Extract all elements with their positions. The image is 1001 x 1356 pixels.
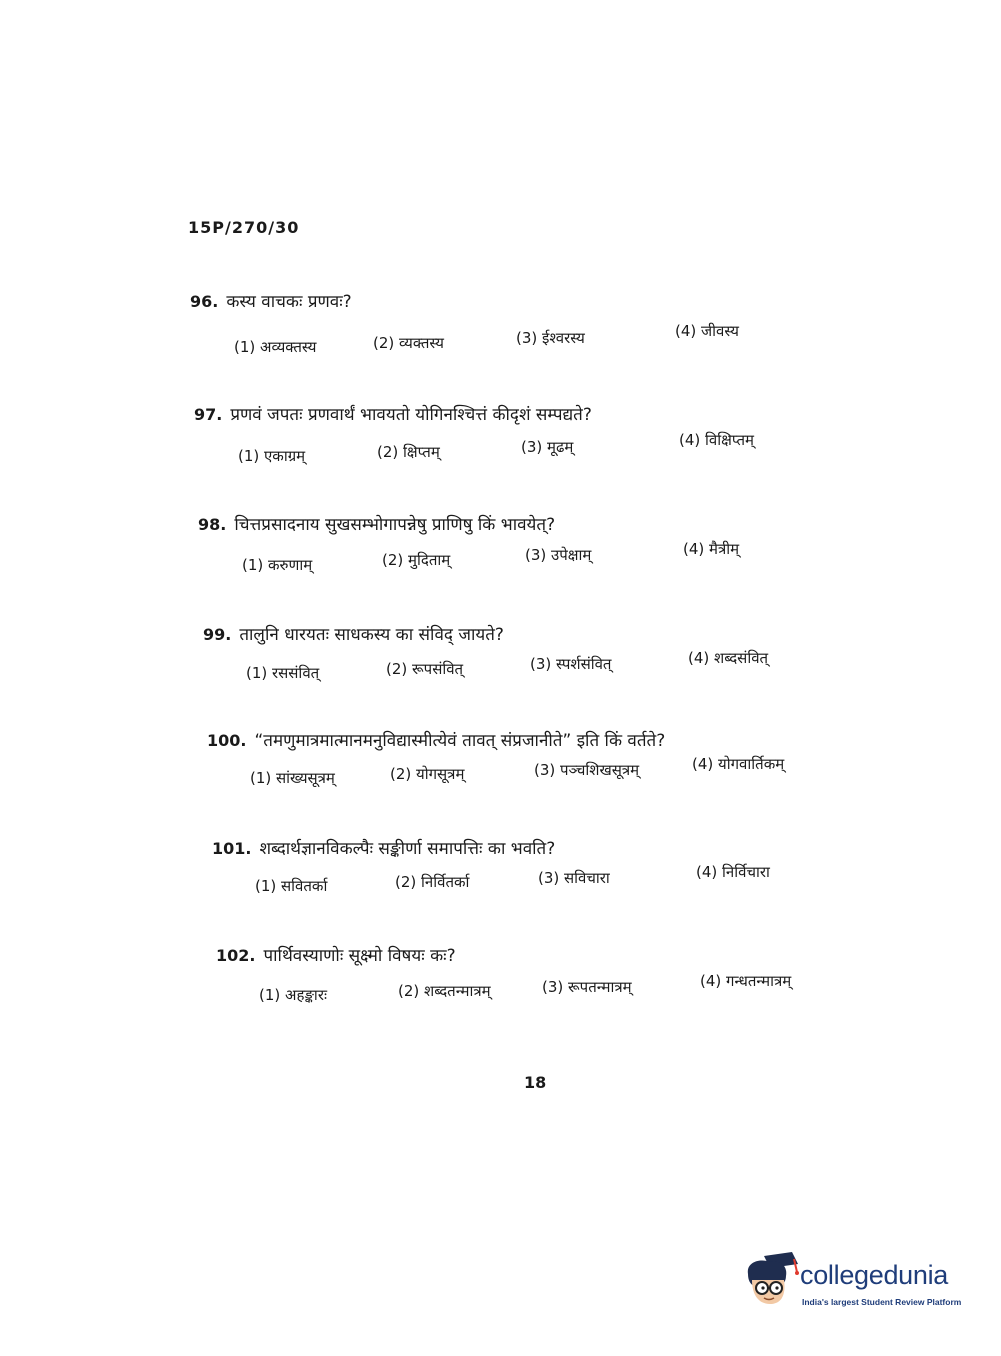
paper-code: 15P/270/30 — [188, 218, 300, 237]
question-text: कस्य वाचकः प्रणवः? — [226, 292, 352, 312]
option-2: (2) योगसूत्रम् — [390, 765, 465, 783]
page-number: 18 — [524, 1073, 547, 1092]
option-2: (2) व्यक्तस्य — [373, 334, 444, 352]
question-number: 102. — [216, 946, 256, 965]
question-number: 101. — [212, 839, 252, 858]
option-3: (3) ईश्वरस्य — [516, 329, 585, 347]
question-number: 98. — [198, 515, 227, 534]
brand-tagline: India's largest Student Review Platform — [802, 1297, 962, 1307]
question-text: शब्दार्थज्ञानविकल्पैः सङ्कीर्णा समापत्तिः का भवति? — [259, 839, 556, 859]
option-1: (1) एकाग्रम् — [238, 447, 306, 465]
question-text: पार्थिवस्याणोः सूक्ष्मो विषयः कः? — [263, 946, 456, 966]
option-3: (3) स्पर्शसंवित् — [530, 655, 612, 673]
option-4: (4) विक्षिप्तम् — [679, 431, 755, 449]
option-4: (4) निर्विचारा — [696, 863, 770, 881]
question-number: 96. — [190, 292, 219, 311]
option-2: (2) रूपसंवित् — [386, 660, 464, 678]
question-text: “तमणुमात्रमात्मानमनुविद्यास्मीत्येवं तावत् संप्रजानीते” इति किं वर्तते? — [254, 731, 666, 751]
option-4: (4) शब्दसंवित् — [688, 649, 769, 667]
option-2: (2) क्षिप्तम् — [377, 443, 440, 461]
option-3: (3) मूढम् — [521, 438, 574, 456]
question-text: तालुनि धारयतः साधकस्य का संविद् जायते? — [239, 625, 504, 645]
option-1: (1) करुणाम् — [242, 556, 313, 574]
option-4: (4) गन्धतन्मात्रम् — [700, 972, 792, 990]
option-1: (1) अव्यक्तस्य — [234, 338, 317, 356]
collegedunia-logo — [742, 1250, 972, 1318]
option-4: (4) योगवार्तिकम् — [692, 755, 785, 773]
question-text: चित्तप्रसादनाय सुखसम्भोगापन्नेषु प्राणिषु किं भावयेत्? — [234, 515, 556, 535]
option-4: (4) जीवस्य — [675, 322, 739, 340]
option-1: (1) सांख्यसूत्रम् — [250, 769, 335, 787]
question-number: 97. — [194, 405, 223, 424]
brand-name: collegedunia — [800, 1260, 949, 1290]
question-number: 100. — [207, 731, 247, 750]
option-3: (3) सविचारा — [538, 869, 610, 887]
question-text: प्रणवं जपतः प्रणवार्थं भावयतो योगिनश्चित्तं कीदृशं सम्पद्यते? — [230, 405, 592, 425]
option-1: (1) अहङ्कारः — [259, 986, 327, 1004]
option-2: (2) निर्वितर्का — [395, 873, 470, 891]
option-3: (3) उपेक्षाम् — [525, 546, 592, 564]
graduate-mascot-icon — [742, 1250, 800, 1314]
option-1: (1) सवितर्का — [255, 877, 328, 895]
option-2: (2) शब्दतन्मात्रम् — [398, 982, 491, 1000]
option-4: (4) मैत्रीम् — [683, 540, 740, 558]
option-3: (3) पञ्चशिखसूत्रम् — [534, 761, 640, 779]
question-number: 99. — [203, 625, 232, 644]
option-3: (3) रूपतन्मात्रम् — [542, 978, 632, 996]
option-2: (2) मुदिताम् — [382, 551, 451, 569]
option-1: (1) रससंवित् — [246, 664, 320, 682]
